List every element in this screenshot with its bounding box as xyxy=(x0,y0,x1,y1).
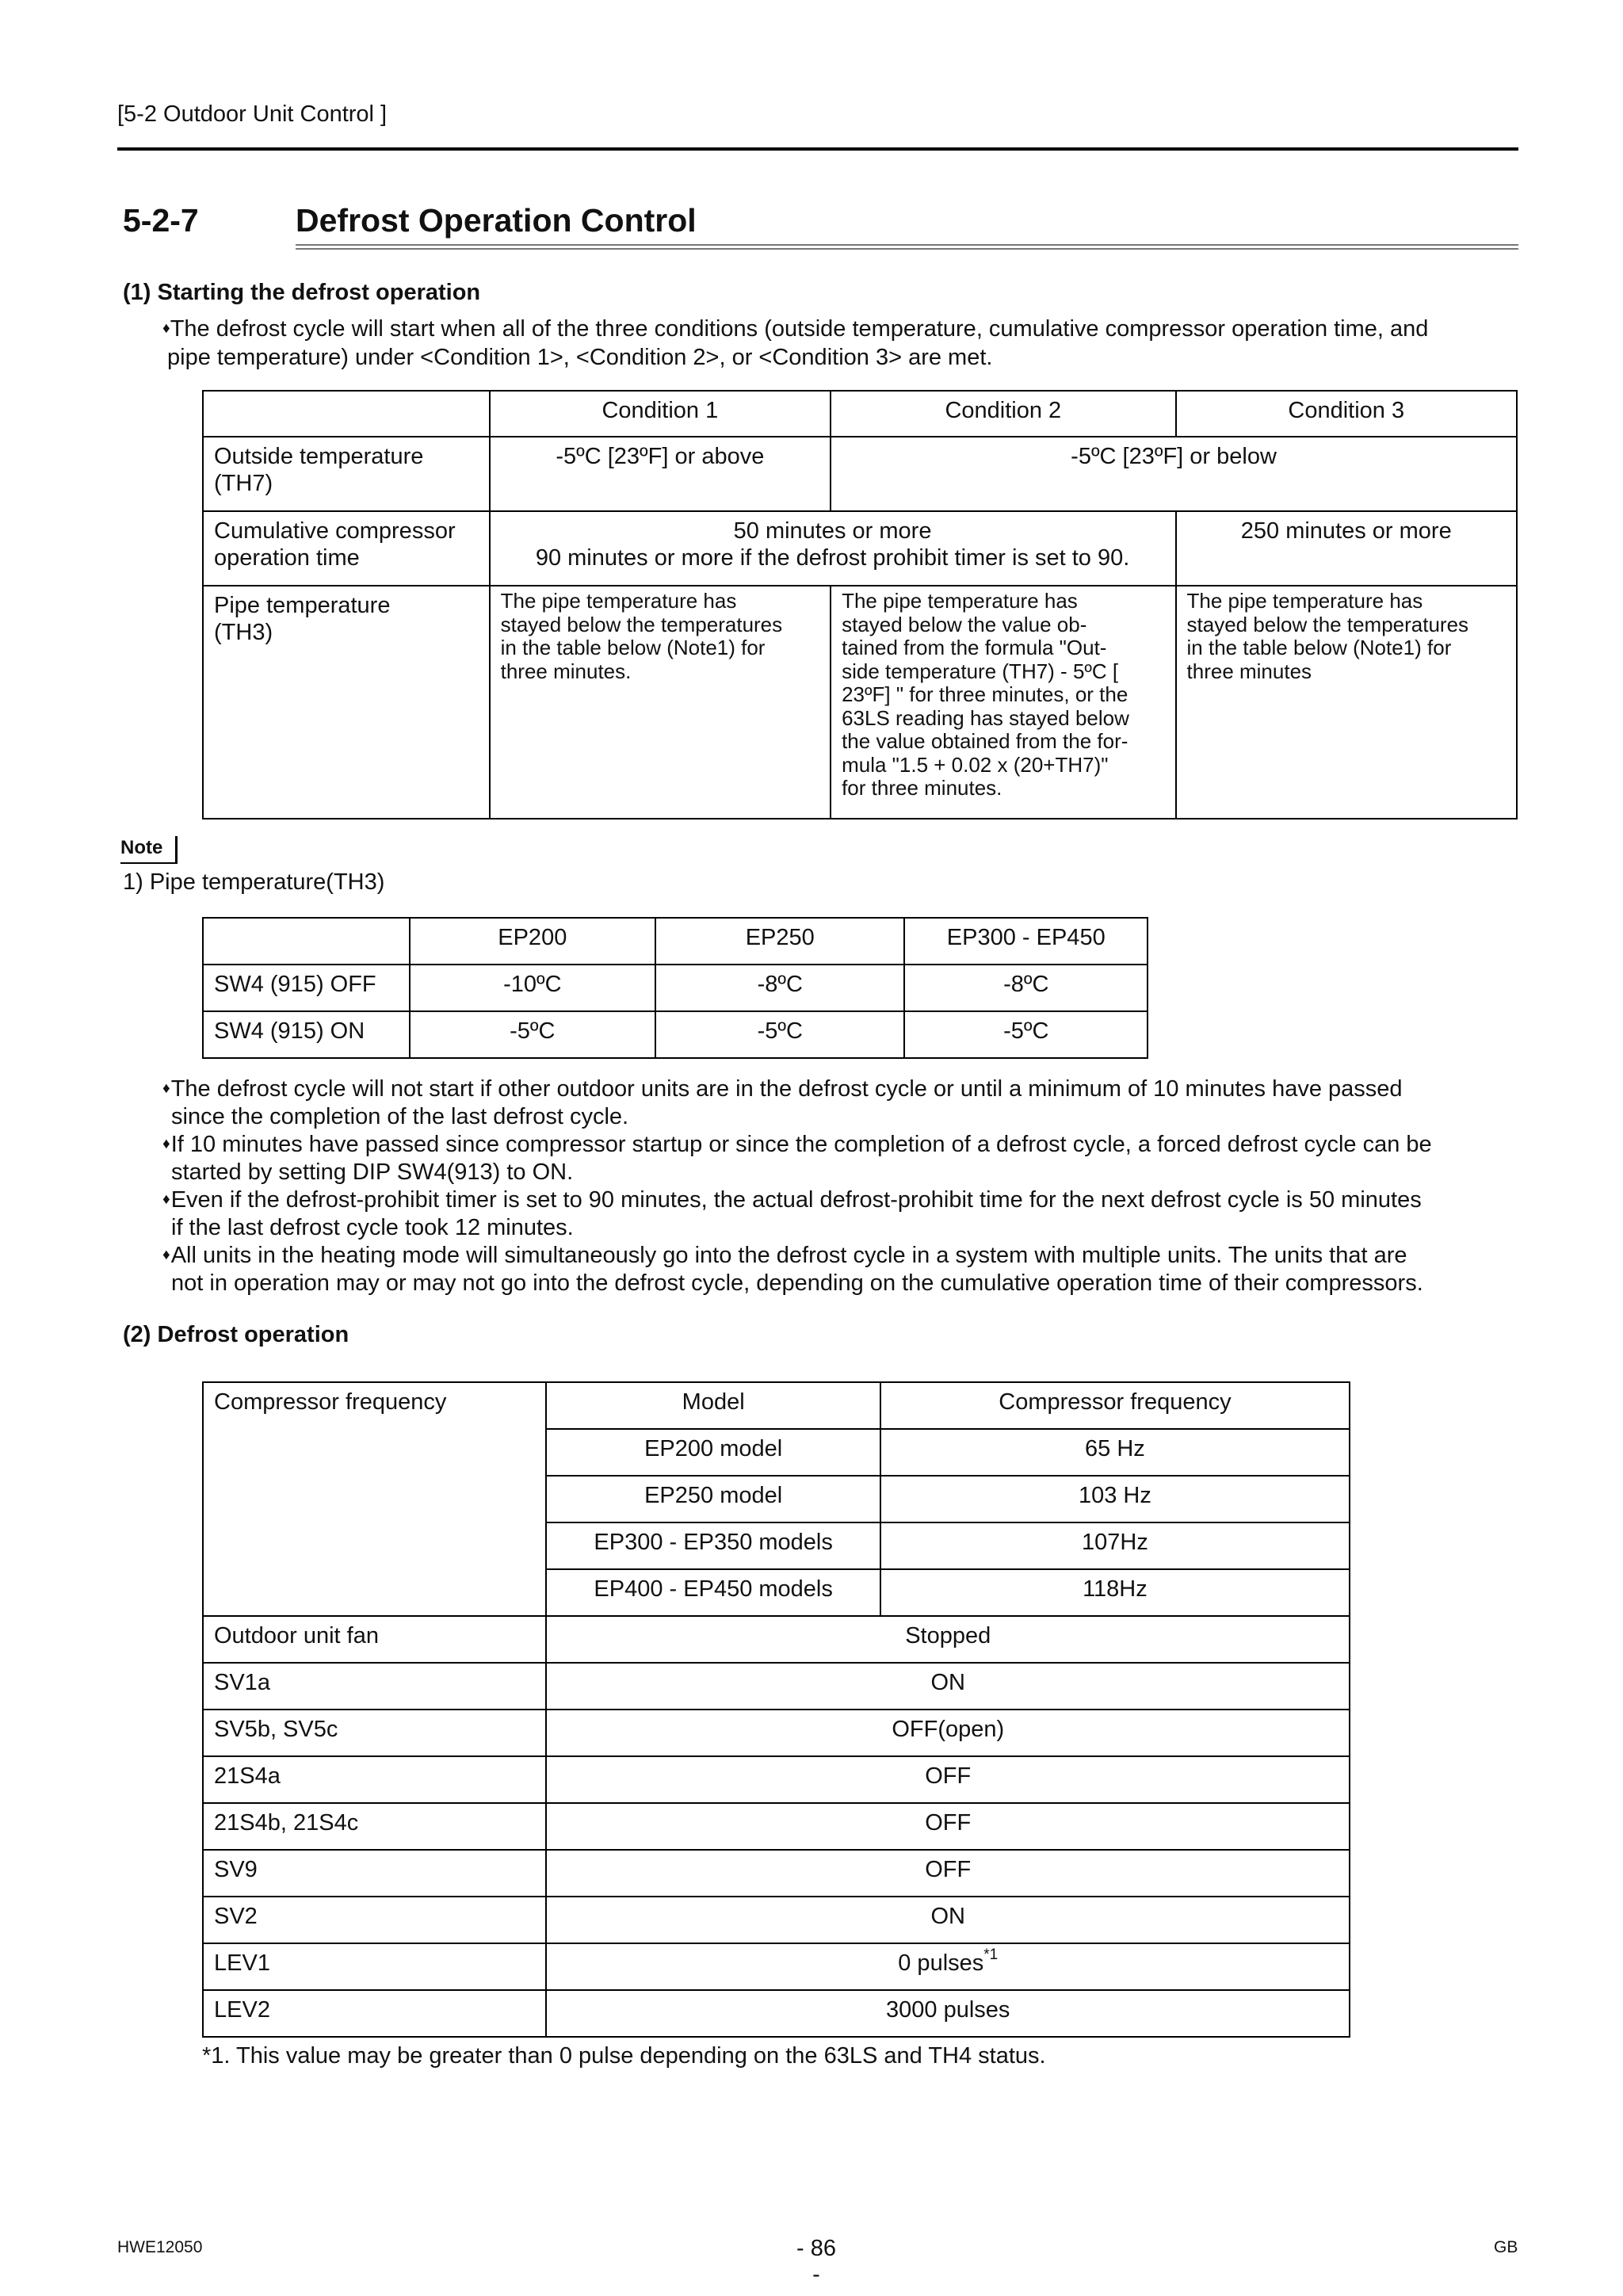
footnote-mark: *1 xyxy=(983,1946,999,1963)
bullet-diamond-icon: ♦ xyxy=(162,320,170,337)
table-cell: -8ºC xyxy=(655,965,904,1011)
table-row xyxy=(203,1616,1350,1663)
bullet-item: ♦The defrost cycle will not start if other outdoor units are in the defrost cycle or until a minimum of 10 minutes have passed since the completion of the last defrost cycle. xyxy=(162,1076,1403,1129)
row-label: SV1a xyxy=(203,1663,546,1710)
table-header-cell: EP200 xyxy=(410,918,655,965)
defrost-operation-table xyxy=(202,1381,1350,2038)
table-cell: OFF xyxy=(546,1850,1350,1897)
table-header-cell: Condition 3 xyxy=(1176,391,1517,437)
table-header-cell: EP300 - EP450 xyxy=(904,918,1148,965)
page-number: - 86 - xyxy=(796,2236,836,2287)
table-cell: EP400 - EP450 models xyxy=(546,1569,880,1616)
table-cell: 107Hz xyxy=(880,1522,1350,1569)
table-header-row xyxy=(203,391,1517,437)
section-number: 5-2-7 xyxy=(123,202,199,239)
table-row xyxy=(203,1663,1350,1710)
table-row xyxy=(203,1897,1350,1943)
table-row xyxy=(203,965,1148,1011)
note-marker xyxy=(175,836,178,864)
note-item: 1) Pipe temperature(TH3) xyxy=(123,869,385,895)
table-cell: -5ºC xyxy=(410,1011,655,1058)
header-rule xyxy=(117,147,1518,151)
table-header-cell xyxy=(203,918,410,965)
table-row xyxy=(203,1943,1350,1990)
bullet-item: ♦Even if the defrost-prohibit timer is set to 90 minutes, the actual defrost-prohibit time for the next defrost cycle is 50 minutes if the last defrost cycle took 12 minutes. xyxy=(162,1187,1422,1240)
table-cell: OFF xyxy=(546,1803,1350,1850)
table-header-row xyxy=(203,918,1148,965)
note-marker xyxy=(120,862,178,864)
table-cell: 0 pulses$^{*1}$ xyxy=(546,1943,1350,1990)
table-row xyxy=(203,1710,1350,1756)
table-cell: The pipe temperature has stayed below the value ob- tained from the formula "Out- side temperature (TH7) - 5ºC [ 23ºF] " for three minutes, or the 63LS reading has stayed below the value obtained from the for- mula "1.5 + 0.02 x (20+TH7)" for three minutes. xyxy=(831,586,1175,819)
table-row xyxy=(203,1803,1350,1850)
table-row xyxy=(203,511,1517,586)
row-label: SW4 (915) OFF xyxy=(203,965,410,1011)
table-cell: OFF(open) xyxy=(546,1710,1350,1756)
table-cell: 250 minutes or more xyxy=(1176,511,1517,586)
row-label: LEV1 xyxy=(203,1943,546,1990)
row-label: Compressor frequency xyxy=(203,1382,546,1616)
table-cell: EP300 - EP350 models xyxy=(546,1522,880,1569)
table-header-cell: Model xyxy=(546,1382,880,1429)
table-row xyxy=(203,1990,1350,2037)
table-cell: Stopped xyxy=(546,1616,1350,1663)
table-row xyxy=(203,1011,1148,1058)
table-cell: 65 Hz xyxy=(880,1429,1350,1476)
table-cell: -8ºC xyxy=(904,965,1148,1011)
table-row xyxy=(203,1756,1350,1803)
row-label: Pipe temperature (TH3) xyxy=(203,586,490,819)
table-cell: EP250 model xyxy=(546,1476,880,1522)
document-code: HWE12050 xyxy=(117,2238,203,2256)
row-label: Outdoor unit fan xyxy=(203,1616,546,1663)
section-title: Defrost Operation Control xyxy=(296,202,697,239)
row-label: SV9 xyxy=(203,1850,546,1897)
table-row xyxy=(203,437,1517,511)
section-title-rule xyxy=(296,244,1518,246)
row-label: 21S4a xyxy=(203,1756,546,1803)
note-label: Note xyxy=(120,837,163,858)
table-row xyxy=(203,586,1517,819)
table-cell: -5ºC xyxy=(904,1011,1148,1058)
row-label: SW4 (915) ON xyxy=(203,1011,410,1058)
table-cell: ON xyxy=(546,1897,1350,1943)
table-header-cell: Condition 2 xyxy=(831,391,1175,437)
intro-line: The defrost cycle will start when all of the three conditions (outside temperature, cumulative compressor operation time, and xyxy=(170,316,1429,342)
bullet-item: ♦All units in the heating mode will simultaneously go into the defrost cycle in a system with multiple units. The units that are not in operation may or may not go into the defrost cycle, depending on the cumulative operation time of their compressors. xyxy=(162,1243,1423,1296)
table-cell: 3000 pulses xyxy=(546,1990,1350,2037)
intro-line: pipe temperature) under <Condition 1>, <Condition 2>, or <Condition 3> are met. xyxy=(167,345,993,370)
table-cell: The pipe temperature has stayed below the temperatures in the table below (Note1) for three minutes. xyxy=(490,586,831,819)
part1-intro xyxy=(162,315,1581,372)
table-header-cell: EP250 xyxy=(655,918,904,965)
bullet-item: ♦If 10 minutes have passed since compressor startup or since the completion of a defrost cycle, a forced defrost cycle can be started by setting DIP SW4(913) to ON. xyxy=(162,1132,1432,1185)
table-cell: ON xyxy=(546,1663,1350,1710)
row-label: SV5b, SV5c xyxy=(203,1710,546,1756)
row-label: Outside temperature (TH7) xyxy=(203,437,490,511)
part2-heading: (2) Defrost operation xyxy=(123,1322,349,1347)
table-header-cell: Condition 1 xyxy=(490,391,831,437)
table-cell: -10ºC xyxy=(410,965,655,1011)
table-cell: -5ºC xyxy=(655,1011,904,1058)
table-row xyxy=(203,1850,1350,1897)
table-cell: EP200 model xyxy=(546,1429,880,1476)
row-label: 21S4b, 21S4c xyxy=(203,1803,546,1850)
table-row xyxy=(203,1382,1350,1429)
table-cell: 103 Hz xyxy=(880,1476,1350,1522)
table-cell: -5ºC [23ºF] or above xyxy=(490,437,831,511)
table-header-cell: Compressor frequency xyxy=(880,1382,1350,1429)
bullet-diamond-icon: ♦ xyxy=(162,1247,170,1263)
bullet-diamond-icon: ♦ xyxy=(162,1080,170,1097)
table-header-cell xyxy=(203,391,490,437)
pipe-temperature-table xyxy=(202,917,1148,1059)
row-label: SV2 xyxy=(203,1897,546,1943)
row-label: Cumulative compressor operation time xyxy=(203,511,490,586)
table-cell: OFF xyxy=(546,1756,1350,1803)
table-cell: The pipe temperature has stayed below the temperatures in the table below (Note1) for three minutes xyxy=(1176,586,1517,819)
bullet-diamond-icon: ♦ xyxy=(162,1136,170,1152)
defrost-start-conditions-table xyxy=(202,390,1518,819)
table-cell: 50 minutes or more 90 minutes or more if the defrost prohibit timer is set to 90. xyxy=(490,511,1176,586)
language-code: GB xyxy=(1494,2238,1518,2256)
row-label: LEV2 xyxy=(203,1990,546,2037)
part1-heading: (1) Starting the defrost operation xyxy=(123,280,481,305)
table-cell: 118Hz xyxy=(880,1569,1350,1616)
section-title-rule xyxy=(296,248,1518,250)
table-cell: -5ºC [23ºF] or below xyxy=(831,437,1517,511)
running-header: [5-2 Outdoor Unit Control ] xyxy=(117,101,388,127)
bullet-diamond-icon: ♦ xyxy=(162,1191,170,1208)
footnote: *1. This value may be greater than 0 pulse depending on the 63LS and TH4 status. xyxy=(202,2043,1046,2069)
